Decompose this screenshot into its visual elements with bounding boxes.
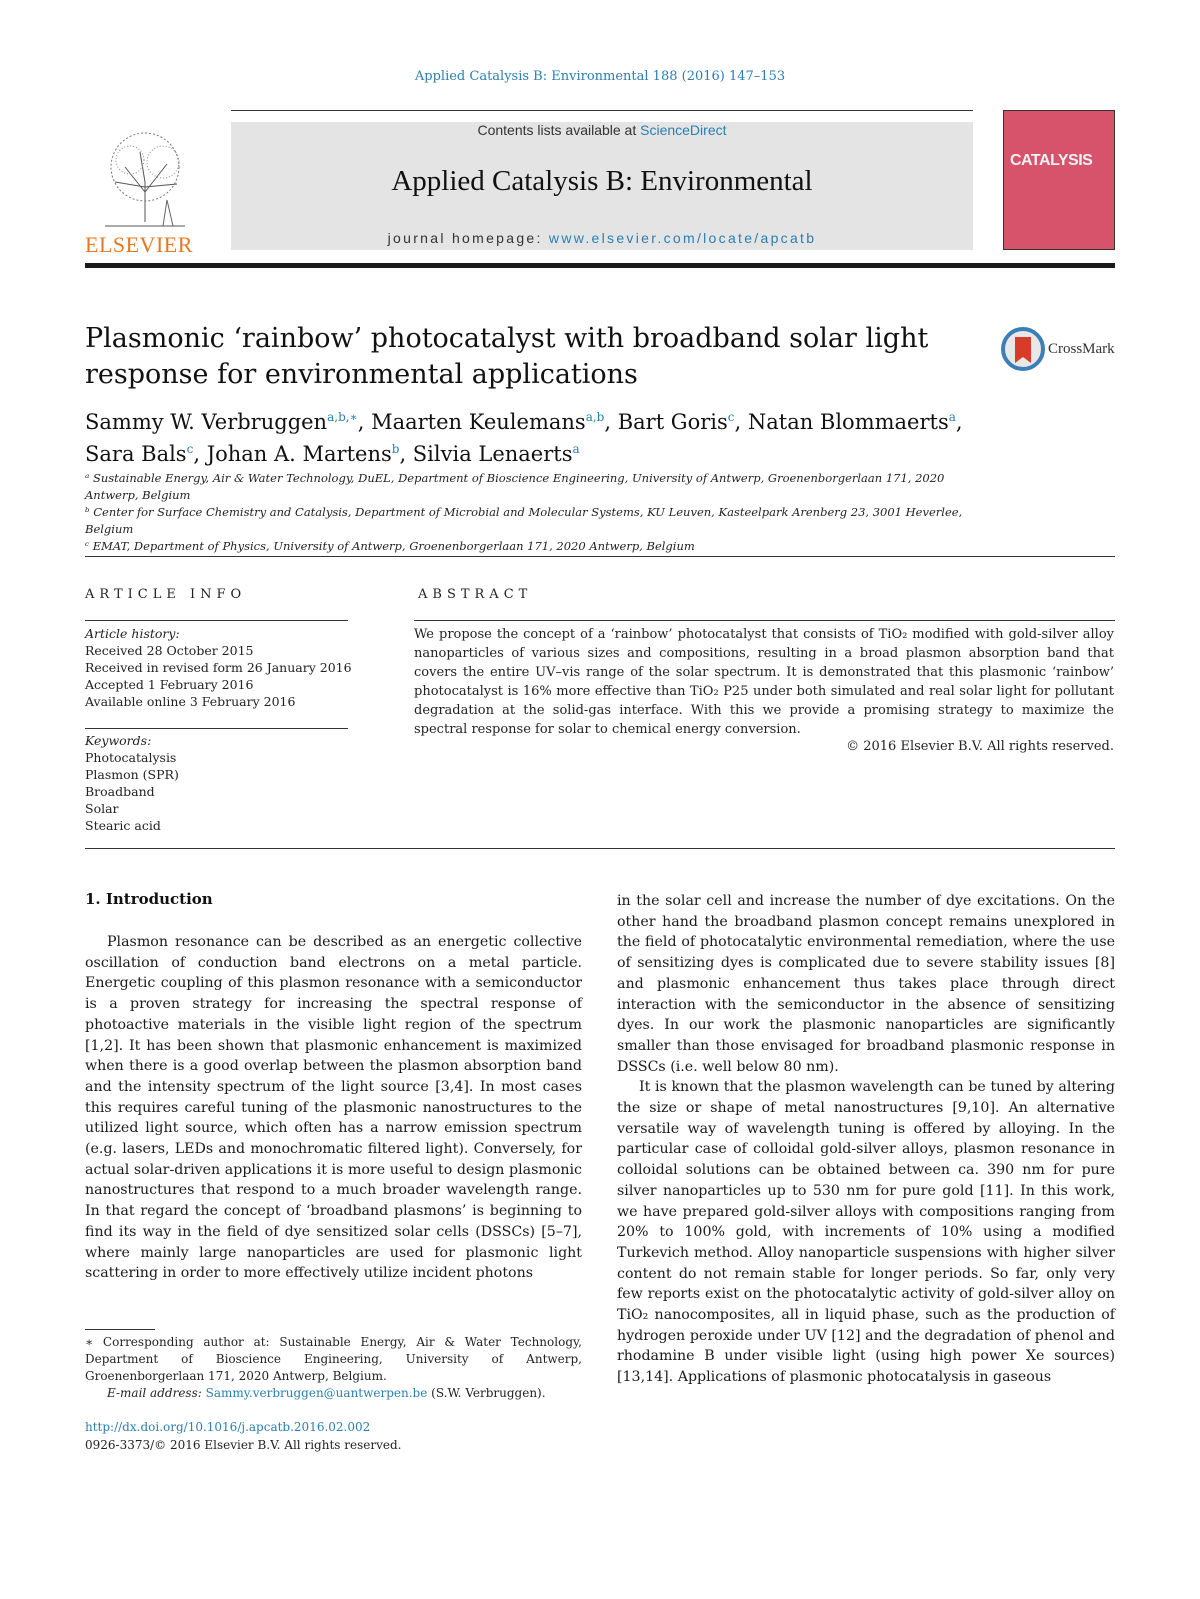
- author-affiliation-marker[interactable]: a: [572, 442, 580, 456]
- body-paragraph: in the solar cell and increase the number of dye excitations. On the other hand the broadband plasmon concept remains unexplored in the field of photocatalytic environmental remediation, where the use of sensitizing dyes is complicated due to severe stability issues [8] and plasmonic enhancement thus takes place through direct interaction with the semiconductor in the absence of sensitizing dyes. In our work the plasmonic nanoparticles are significantly smaller than those envisaged for broadband plasmonic response in DSSCs (i.e. well below 80 nm).: [617, 893, 1115, 1075]
- history-accepted: Accepted 1 February 2016: [85, 677, 254, 692]
- cover-title: CATALYSIS: [1010, 152, 1093, 169]
- corresponding-author-footnote: [85, 1334, 582, 1402]
- affiliation-a: ᵃ Sustainable Energy, Air & Water Technology, DuEL, Department of Bioscience Engineering, University of Antwerp, Groenenborgerlaan 171, 2020 Antwerp, Belgium: [85, 471, 945, 502]
- divider: [85, 848, 1115, 849]
- author-name[interactable]: Maarten Keulemans: [371, 410, 586, 434]
- keyword: Stearic acid: [85, 818, 161, 833]
- email-suffix: (S.W. Verbruggen).: [427, 1386, 546, 1400]
- author-name[interactable]: Sammy W. Verbruggen: [85, 410, 328, 434]
- author-affiliation-marker[interactable]: a,b: [585, 410, 605, 424]
- journal-title: Applied Catalysis B: Environmental: [391, 165, 813, 197]
- doi-link[interactable]: http://dx.doi.org/10.1016/j.apcatb.2016.02.002: [85, 1420, 371, 1434]
- author-separator: ,: [357, 410, 372, 434]
- history-online: Available online 3 February 2016: [85, 694, 296, 709]
- author-name[interactable]: Natan Blommaerts: [747, 410, 949, 434]
- author-separator: ,: [734, 410, 748, 434]
- contents-prefix: Contents lists available at: [477, 122, 641, 138]
- body-column-left: [85, 932, 582, 1284]
- section-heading-introduction: 1. Introduction: [85, 890, 213, 908]
- body-paragraph: It is known that the plasmon wavelength can be tuned by altering the size or shape of metal nanostructures [9,10]. An alternative versatile way of wavelength tuning is offered by alloying. In the particular case of colloidal gold-silver alloys, plasmon resonance in colloidal solutions can be obtained between ca. 390 nm for pure silver nanoparticles up to 530 nm for pure gold [11]. In this work, we have prepared gold-silver alloys with compositions ranging from 20% to 100% gold, with increments of 10% using a modified Turkevich method. Alloy nanoparticle suspensions with higher silver content do not remain stable for longer periods. So far, only very few reports exist on the photocatalytic activity of gold-silver alloy on TiO₂ nanocomposites, all in liquid phase, such as the production of hydrogen peroxide under UV [12] and the degradation of phenol and rhodamine B under visible light (using high power Xe sources) [13,14]. Applications of plasmonic photocatalysis in gaseous: [617, 1079, 1115, 1386]
- history-label: Article history:: [85, 626, 180, 641]
- history-received: Received 28 October 2015: [85, 643, 254, 658]
- article-history: [85, 625, 355, 710]
- divider: [85, 728, 348, 729]
- affiliation-c: ᶜ EMAT, Department of Physics, University of Antwerp, Groenenborgerlaan 171, 2020 Antwerp, Belgium: [85, 539, 695, 553]
- abstract-copyright: © 2016 Elsevier B.V. All rights reserved.: [846, 739, 1114, 754]
- body-paragraph: Plasmon resonance can be described as an energetic collective oscillation of conduction band electrons on a metal particle. Energetic coupling of this plasmon resonance with a semiconductor is a proven strategy for increasing the spectral response of photoactive materials in the visible light region of the spectrum [1,2]. It has been shown that plasmonic enhancement is maximized when there is a good overlap between the plasmon absorption band and the intensity spectrum of the light source [3,4]. In most cases this requires careful tuning of the plasmonic nanostructures to the utilized light source, which often has a narrow emission spectrum (e.g. lasers, LEDs and monochromatic filtered light). Conversely, for actual solar-driven applications it is more useful to design plasmonic nanostructures that respond to a much broader wavelength range. In that regard the concept of ‘broadband plasmons’ is beginning to find its way in the field of dye sensitized solar cells (DSSCs) [5–7], where mainly large nanoparticles are used for plasmonic light scattering in order to more effectively utilize incident photons: [85, 934, 582, 1282]
- divider: [85, 620, 348, 621]
- elsevier-wordmark: ELSEVIER: [85, 232, 193, 257]
- author-name[interactable]: Johan A. Martens: [206, 442, 392, 466]
- crossmark-label[interactable]: CrossMark: [1048, 341, 1115, 357]
- footnote-text: ∗ Corresponding author at: Sustainable Energy, Air & Water Technology, Department of Bioscience Engineering, University of Antwerp, Groenenborgerlaan 171, 2020 Antwerp, Belgium.: [85, 1335, 582, 1383]
- journal-reference-link[interactable]: Applied Catalysis B: Environmental 188 (2016) 147–153: [414, 69, 786, 84]
- abstract-text: We propose the concept of a ‘rainbow’ photocatalyst that consists of TiO₂ modified with gold-silver alloy nanoparticles of various sizes and compositions, resulting in a broad plasmon absorption band that covers the entire UV–vis range of the solar spectrum. It is demonstrated that this plasmonic ‘rainbow’ photocatalyst is 16% more effective than TiO₂ P25 under both simulated and real solar light for pollutant degradation at the solid-gas interface. With this we provide a promising strategy to maximize the spectral response for solar to chemical energy conversion.: [414, 627, 1114, 737]
- divider: [85, 556, 1115, 557]
- homepage-prefix: journal homepage:: [387, 230, 549, 246]
- author-affiliation-marker[interactable]: c: [727, 410, 735, 424]
- author-separator: ,: [399, 442, 413, 466]
- email-label: E-mail address:: [107, 1386, 206, 1400]
- contents-line: [231, 122, 973, 138]
- email-link[interactable]: Sammy.verbruggen@uantwerpen.be: [205, 1386, 428, 1400]
- author-name[interactable]: Bart Goris: [617, 410, 728, 434]
- author-name[interactable]: Silvia Lenaerts: [412, 442, 573, 466]
- history-revised: Received in revised form 26 January 2016: [85, 660, 352, 675]
- article-title: Plasmonic ‘rainbow’ photocatalyst with broadband solar light response for environmental applications: [85, 323, 929, 390]
- keyword: Broadband: [85, 784, 155, 799]
- affiliation-b: ᵇ Center for Surface Chemistry and Catalysis, Department of Microbial and Molecular Systems, KU Leuven, Kasteelpark Arenberg 23, 3001 Heverlee, Belgium: [85, 505, 963, 536]
- journal-cover-thumbnail[interactable]: [1003, 110, 1115, 250]
- author-separator: ,: [193, 442, 207, 466]
- author-affiliation-marker[interactable]: a,b,∗: [327, 410, 358, 424]
- divider: [414, 620, 1115, 621]
- keywords: [85, 732, 355, 834]
- body-column-right: [617, 891, 1115, 1388]
- keyword: Solar: [85, 801, 119, 816]
- keyword: Plasmon (SPR): [85, 767, 179, 782]
- crossmark-icon[interactable]: [1001, 327, 1045, 371]
- author-affiliation-marker[interactable]: b: [391, 442, 400, 456]
- header-thick-rule: [85, 263, 1115, 268]
- keywords-label: Keywords:: [85, 733, 152, 748]
- author-separator: ,: [955, 410, 963, 434]
- author-list: [85, 404, 1045, 468]
- header-rule: [231, 110, 973, 111]
- homepage-link[interactable]: www.elsevier.com/locate/apcatb: [548, 230, 817, 246]
- sciencedirect-link[interactable]: ScienceDirect: [640, 122, 727, 138]
- author-affiliation-marker[interactable]: c: [186, 442, 194, 456]
- author-name[interactable]: Sara Bals: [85, 442, 187, 466]
- author-affiliation-marker[interactable]: a: [948, 410, 956, 424]
- keyword: Photocatalysis: [85, 750, 177, 765]
- abstract-heading: ABSTRACT: [418, 587, 533, 602]
- issn-copyright: 0926-3373/© 2016 Elsevier B.V. All rights reserved.: [85, 1438, 402, 1452]
- article-info-heading: ARTICLE INFO: [85, 587, 247, 602]
- homepage-line: [231, 230, 973, 246]
- affiliations: [85, 470, 985, 555]
- author-separator: ,: [604, 410, 618, 434]
- footnote-rule: [85, 1329, 155, 1330]
